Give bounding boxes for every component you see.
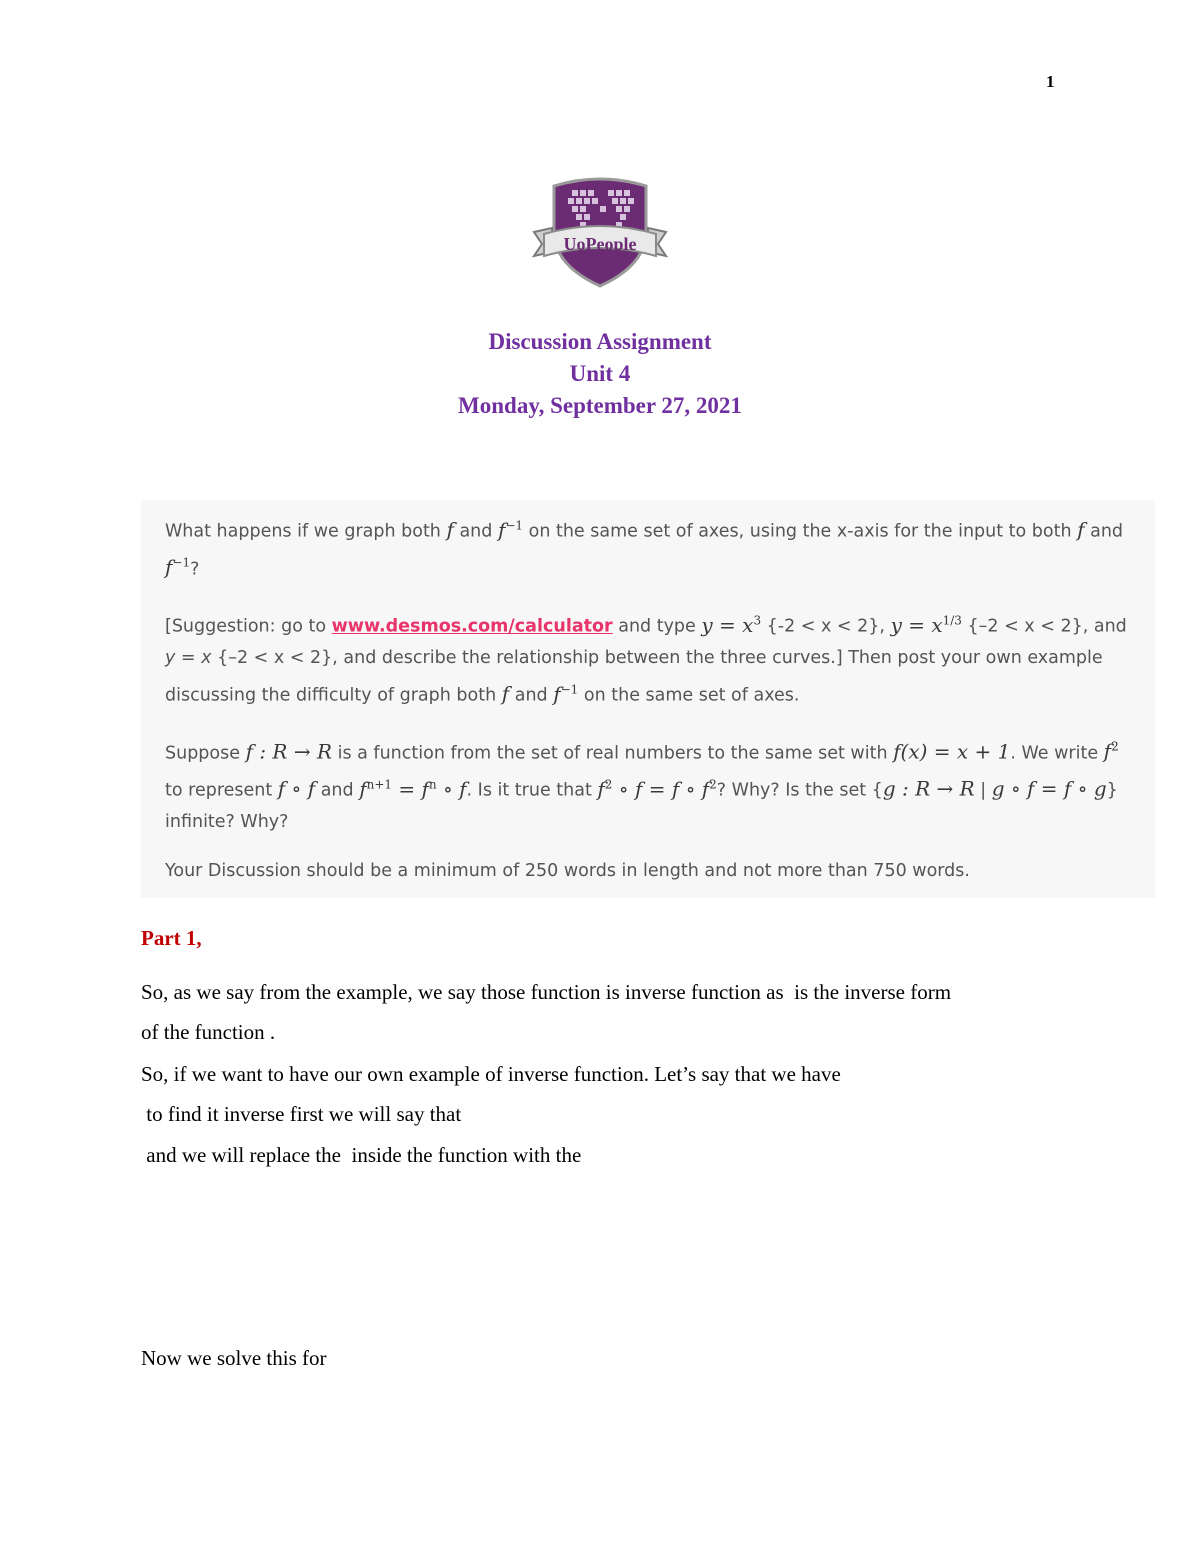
body-line-5: and we will replace the inside the function with the — [141, 1143, 582, 1167]
title-line-2: Unit 4 — [569, 361, 631, 386]
title-line-3: Monday, September 27, 2021 — [458, 393, 742, 418]
uopeople-logo — [532, 176, 668, 288]
part-heading: Part 1, — [141, 926, 202, 950]
prompt-question-2: [Suggestion: go to www.desmos.com/calculator and type $y = x^3$ {-2 < x < 2}, $y = x^{1/3}$ {–2 < x < 2}, and y = x {–2 < x < 2}, and describe the relationship between the three curves.] Then post your own example discussing the difficulty of graph both f and $f^{-1}$ on the same set of axes. — [165, 612, 1127, 706]
desmos-link[interactable]: www.desmos.com/calculator — [331, 616, 613, 637]
title-line-1: Discussion Assignment — [488, 329, 712, 354]
document-title — [0, 326, 1200, 422]
body-line-1: So, as we say from the example, we say those function is inverse function as is the inverse form — [141, 980, 952, 1004]
body-line-4: to find it inverse first we will say that — [141, 1102, 462, 1126]
body-line-6: Now we solve this for — [141, 1346, 327, 1370]
assignment-prompt — [141, 500, 1155, 898]
prompt-question-1: What happens if we graph both f and $f^{-1}$ on the same set of axes, using the x-axis for the input to both f and $f^{-1}$? — [165, 517, 1124, 580]
body-line-2: of the function . — [141, 1020, 276, 1044]
body-line-3: So, if we want to have our own example of inverse function. Let’s say that we have — [141, 1062, 841, 1086]
prompt-word-count: Your Discussion should be a minimum of 250 words in length and not more than 750 words. — [165, 860, 970, 881]
page-number: 1 — [1046, 72, 1055, 91]
svg-text:UoPeople: UoPeople — [563, 234, 637, 254]
prompt-question-3: Suppose f : R → R is a function from the set of real numbers to the same set with f(x) = x + 1. We write $f^2$ to represent f ∘ f and $f^{n+1} = f^n$ ∘ f. Is it true that $f^2$ ∘ f = f ∘ $f^2$? Why? Is the set {g : R → R | g ∘ f = f ∘ g} infinite? Why? — [165, 739, 1119, 832]
